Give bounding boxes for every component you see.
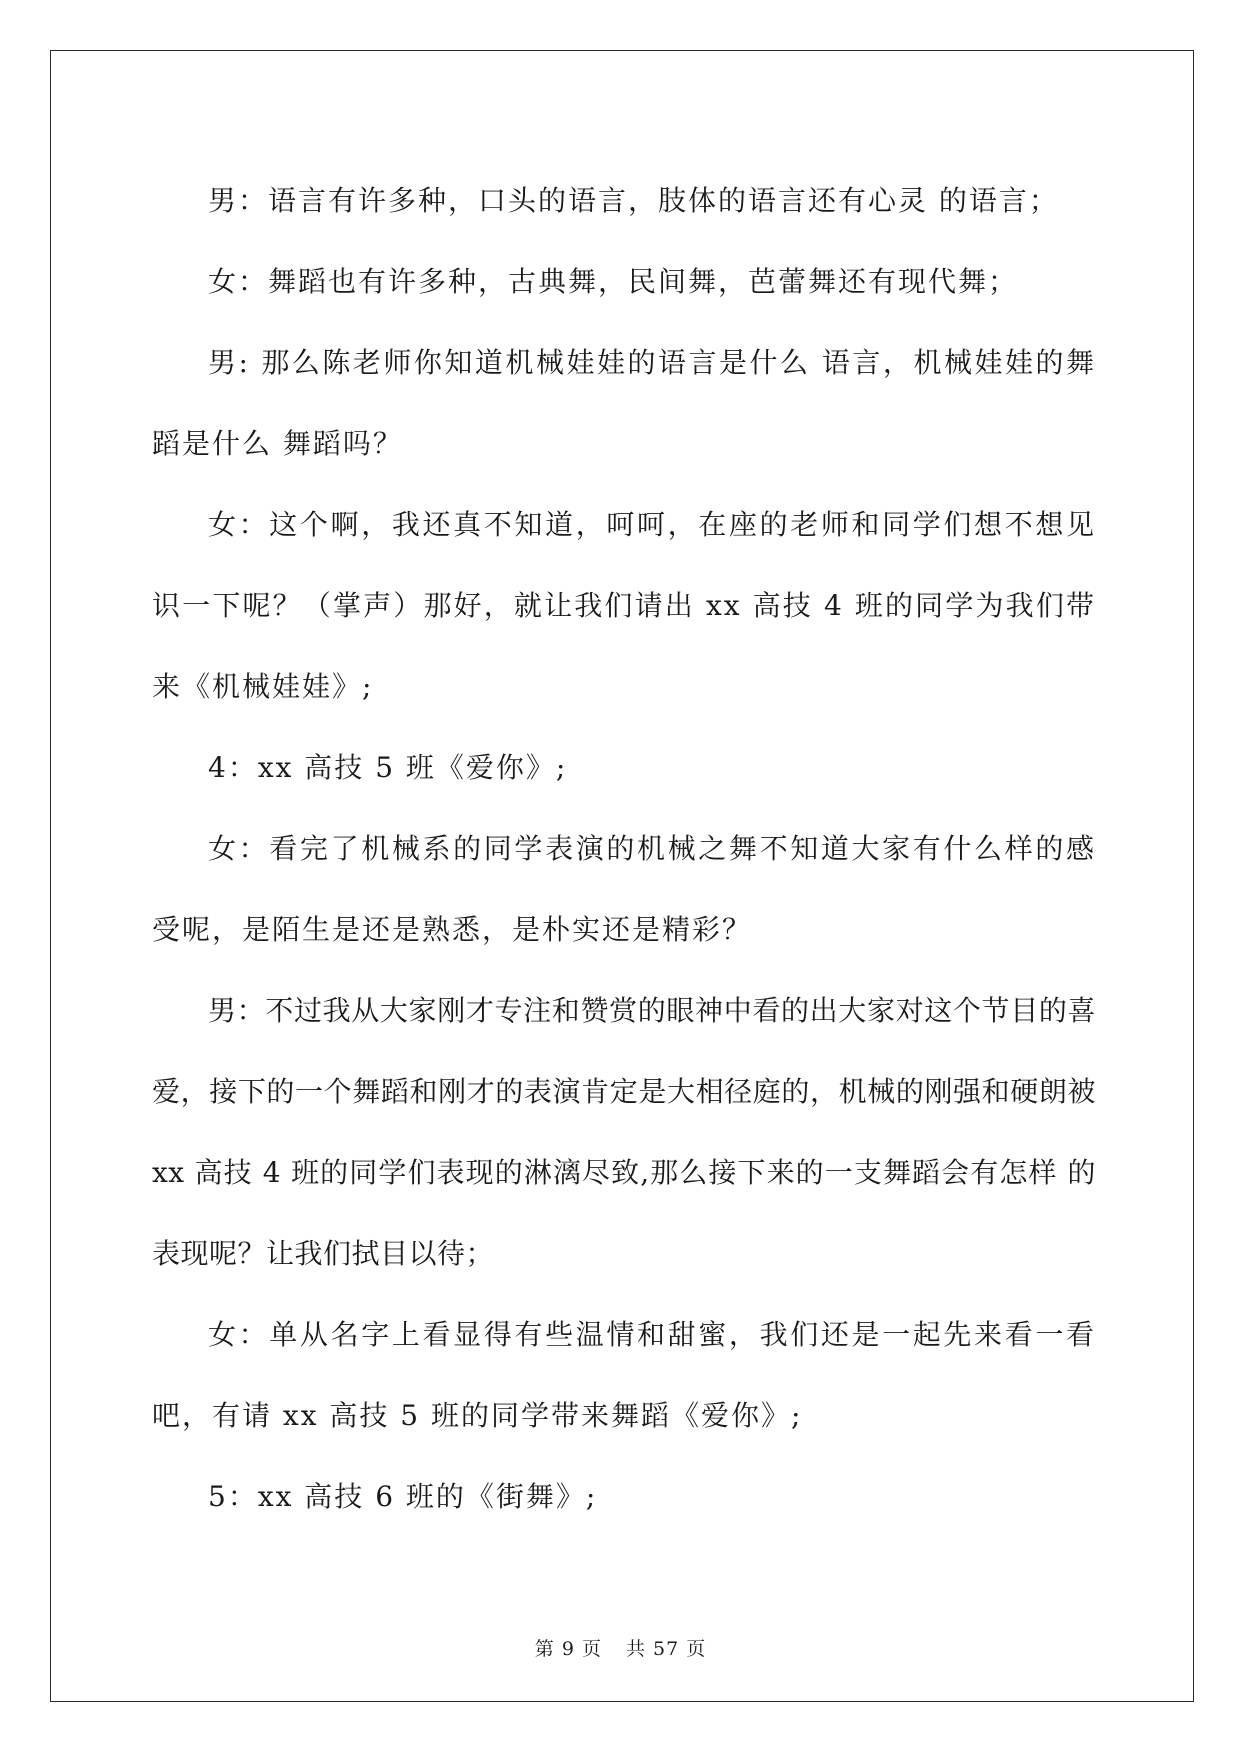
page-total: 共 57 页 [625, 1638, 707, 1660]
paragraph: 女：单从名字上看显得有些温情和甜蜜，我们还是一起先来看一看吧，有请 xx 高技 5 班的同学带来舞蹈《爱你》; [152, 1318, 1096, 1432]
document-body [152, 160, 1106, 1537]
page-footer [0, 1634, 1241, 1661]
paragraph: 5：xx 高技 6 班的《街舞》; [208, 1480, 598, 1513]
paragraph: 女：这个啊，我还真不知道，呵呵，在座的老师和同学们想不想见识一下呢？（掌声）那好，就让我们请出 xx 高技 4 班的同学为我们带来《机械娃娃》; [152, 508, 1096, 703]
paragraph: 4：xx 高技 5 班《爱你》; [208, 751, 568, 784]
paragraph: 女：舞蹈也有许多种，古典舞，民间舞，芭蕾舞还有现代舞； [208, 265, 1019, 298]
paragraph: 女：看完了机械系的同学表演的机械之舞不知道大家有什么样的感受呢，是陌生是还是熟悉，是朴实还是精彩？ [152, 832, 1096, 946]
paragraph: 男：不过我从大家刚才专注和赞赏的眼神中看的出大家对这个节目的喜爱，接下的一个舞蹈和刚才的表演肯定是大相径庭的，机械的刚强和硬朗被 xx 高技 4 班的同学们表现的淋漓尽致,那么接下来的一支舞蹈会有怎样 的表现呢？让我们拭目以待； [152, 994, 1106, 1270]
page-number: 第 9 页 [534, 1638, 602, 1660]
paragraph: 男：语言有许多种，口头的语言，肢体的语言还有心灵 的语言； [208, 184, 1059, 217]
paragraph: 男: 那么陈老师你知道机械娃娃的语言是什么 语言，机械娃娃的舞蹈是什么 舞蹈吗？ [152, 346, 1096, 460]
